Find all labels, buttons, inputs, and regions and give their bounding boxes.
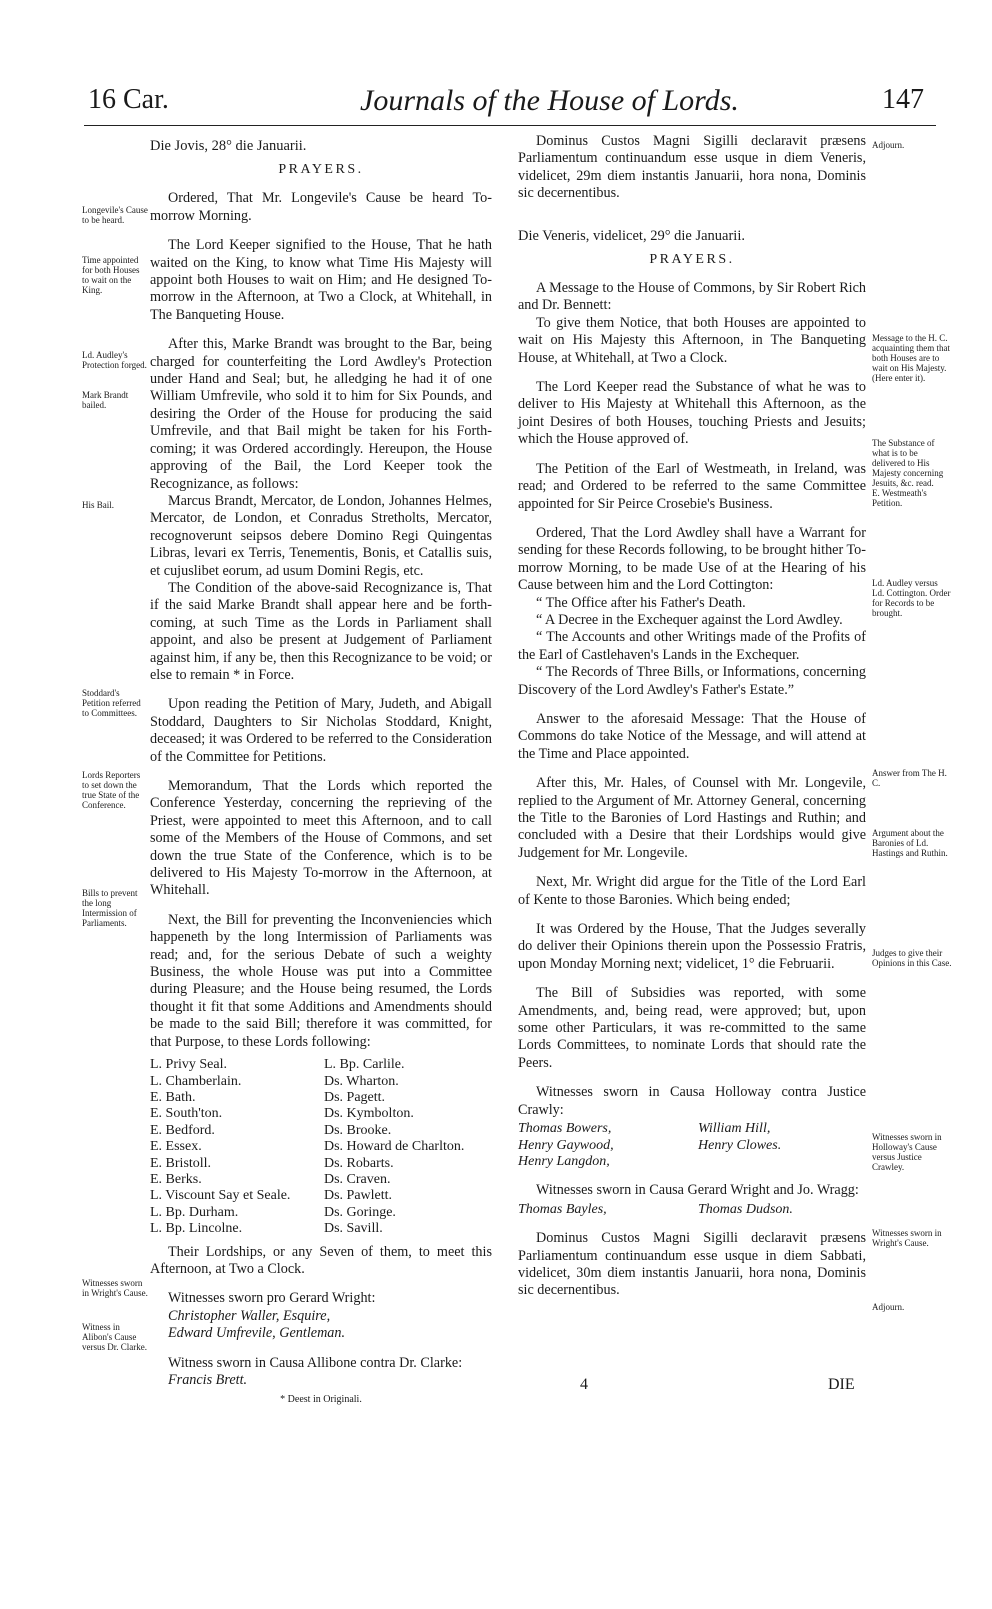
lord-name: L. Chamberlain.	[150, 1073, 242, 1089]
footnote: * Deest in Originali.	[280, 1394, 362, 1406]
witness-name: Edward Umfrevile, Gentleman.	[168, 1325, 346, 1342]
day-heading: Die Veneris, videlicet, 29° die Januarii.	[518, 227, 745, 244]
lord-name: E. South'ton.	[150, 1106, 223, 1122]
margin-note: Witnesses sworn in Wright's Cause.	[82, 1278, 148, 1298]
witnesses-heading: Witnesses sworn in Causa Holloway contra Justice Crawly:	[518, 1084, 866, 1118]
lord-name: E. Bath.	[150, 1089, 196, 1105]
witness-column-b	[698, 1121, 868, 1170]
entry-bill-intermission: Next, the Bill for preventing the Inconveniencies which happeneth by the long Intermission of Parliaments was read; and, for the serious Debate of such a weighty Business, the whole House was put into a Committee during Pleasure; and the House being resumed, the Lords thought it fit that some Additions and Amendments should be made to the said Bill; therefore it was committed, for that Purpose, to these Lords following:	[150, 911, 492, 1050]
witness-name: Thomas Dudson.	[698, 1201, 793, 1217]
recognizance-condition: The Condition of the above-said Recognizance is, That if the said Marke Brandt shall appear here and be forth-coming, at such Time as the Lords in Parliament shall appoint, and also be present at Judgement of Parliament against him, if any be, then this Recognizance to be void; or else to remain * in Force.	[150, 579, 492, 683]
margin-note: Bills to prevent the long Intermission of Parliaments.	[82, 888, 138, 928]
committee-lords-list	[150, 1057, 492, 1237]
witness-name: Francis Brett.	[168, 1372, 248, 1388]
lord-name: Ds. Robarts.	[324, 1155, 394, 1171]
witness-column-a	[518, 1121, 698, 1170]
margin-note: The Substance of what is to be delivered to His Majesty concerning Jesuits, &c. read.	[872, 438, 944, 488]
lord-name: Ds. Howard de Charlton.	[324, 1139, 465, 1155]
record-item: “ The Records of Three Bills, or Informations, concerning Discovery of the Lord Awdley's Father's Estate.”	[518, 664, 866, 698]
margin-note: Adjourn.	[872, 1302, 905, 1312]
witnesses-heading: Witness sworn in Causa Allibone contra Dr. Clarke:	[168, 1354, 463, 1371]
lord-name: L. Bp. Lincolne.	[150, 1221, 243, 1237]
lords-column-a	[150, 1057, 320, 1237]
record-item: “ The Accounts and other Writings made of the Profits of the Earl of Castlehaven's Lands in the Exchequer.	[518, 629, 866, 663]
margin-note: Witness in Alibon's Cause versus Dr. Clarke.	[82, 1322, 147, 1352]
margin-note: Ld. Audley versus Ld. Cottington. Order for Records to be brought.	[872, 578, 951, 618]
margin-note: Message to the H. C. acquainting them that both Houses are to wait on His Majesty. (Here enter it).	[872, 333, 950, 383]
entry-westmeath: The Petition of the Earl of Westmeath, in Ireland, was read; and Ordered to be referred to the same Committee appointed for Sir Peirce Crosebie's Business.	[518, 460, 866, 512]
prayers-heading: PRAYERS.	[649, 251, 735, 267]
entry-subsidies: The Bill of Subsidies was reported, with some Amendments, and, being read, were approved; but, upon some other Particulars, it was re-committed to the same Lords Committees, to nominate Lords that should rate the Peers.	[518, 985, 866, 1071]
margin-note: Time appointed for both Houses to wait on the King.	[82, 255, 140, 295]
page-number: 147	[882, 84, 924, 115]
margin-note: Stoddard's Petition referred to Committees.	[82, 688, 141, 718]
witness-name: Thomas Bayles,	[518, 1201, 607, 1217]
lord-name: E. Berks.	[150, 1171, 202, 1187]
header-rule	[84, 125, 936, 126]
left-column	[150, 133, 492, 1409]
right-column	[518, 133, 866, 1300]
entry-notice: To give them Notice, that both Houses are appointed to wait on His Majesty this Afternoon, in The Banqueting House, at Whitehall, at Two a Clock.	[518, 314, 866, 366]
adjournment-entry: Dominus Custos Magni Sigilli declaravit præsens Parliamentum continuandum esse usque in diem Sabbati, videlicet, 30m diem instantis Januarii, hora nona, Dominis sic decernentibus.	[518, 1230, 866, 1299]
witness-name: Christopher Waller, Esquire,	[168, 1307, 331, 1324]
record-item: “ A Decree in the Exchequer against the Lord Awdley.	[536, 611, 843, 628]
entry-wright: Next, Mr. Wright did argue for the Title of the Lord Earl of Kente to those Baronies. Which being ended;	[518, 874, 866, 908]
entry-message: A Message to the House of Commons, by Sir Robert Rich and Dr. Bennett:	[518, 280, 866, 314]
margin-note: Answer from The H. C.	[872, 768, 947, 788]
witness-name: Henry Langdon,	[518, 1153, 610, 1169]
adjournment-entry: Dominus Custos Magni Sigilli declaravit præsens Parliamentum continuandum esse usque in diem Veneris, videlicet, 29m diem instantis Januarii, hora nona, Dominis sic decernentibus.	[518, 133, 866, 202]
entry-stoddard: Upon reading the Petition of Mary, Judeth, and Abigall Stoddard, Daughters to Sir Nicholas Stoddard, Knight, deceased; it was Ordered to be referred to the Consideration of the Committee for Petitions.	[150, 696, 492, 765]
signature-mark: 4	[580, 1376, 588, 1393]
lord-name: Ds. Pawlett.	[324, 1188, 393, 1204]
catchword: DIE	[828, 1376, 855, 1393]
lords-column-b	[324, 1057, 494, 1237]
header-regnal-year: 16 Car.	[88, 84, 169, 115]
lord-name: L. Viscount Say et Seale.	[150, 1188, 291, 1204]
entry-meet: Their Lordships, or any Seven of them, to meet this Afternoon, at Two a Clock.	[150, 1243, 492, 1277]
prayers-heading: PRAYERS.	[278, 162, 364, 177]
entry-judges: It was Ordered by the House, That the Judges severally do deliver their Opinions therein upon the Possessio Fratris, upon Monday Morning next; videlicet, 1° die Februarii.	[518, 921, 866, 972]
margin-note: Lords Reporters to set down the true State of the Conference.	[82, 770, 141, 810]
margin-note: His Bail.	[82, 500, 115, 510]
witness-list-holloway	[518, 1121, 866, 1170]
witness-list-wragg	[518, 1202, 866, 1218]
running-header	[0, 84, 992, 130]
witness-name: Henry Clowes.	[698, 1137, 782, 1153]
witness-name: Thomas Bowers,	[518, 1121, 612, 1137]
witnesses-heading: Witnesses sworn pro Gerard Wright:	[168, 1290, 376, 1307]
lord-name: Ds. Pagett.	[324, 1089, 386, 1105]
lord-name: L. Privy Seal.	[150, 1057, 227, 1073]
lord-name: Ds. Craven.	[324, 1171, 391, 1187]
lord-name: Ds. Brooke.	[324, 1122, 392, 1138]
entry-lord-keeper: The Lord Keeper read the Substance of what he was to deliver to His Majesty at Whitehall this Afternoon, as the joint Desires of both Houses, touching Priests and Jesuits; which the House approved of.	[518, 379, 866, 448]
margin-note: Adjourn.	[872, 140, 905, 150]
entry-longevile: Ordered, That Mr. Longevile's Cause be heard To-morrow Morning.	[150, 190, 492, 224]
witness-name: Henry Gaywood,	[518, 1137, 614, 1153]
entry-hales: After this, Mr. Hales, of Counsel with Mr. Longevile, replied to the Argument of Mr. Attorney General, concerning the Title to the Baronies of Lord Hastings and Ruthin; and concluded with a Desire that their Lordships would give Judgement for Mr. Longevile.	[518, 775, 866, 861]
margin-note: Witnesses sworn in Holloway's Cause versus Justice Crawley.	[872, 1132, 942, 1172]
margin-note: E. Westmeath's Petition.	[872, 488, 927, 508]
lord-name: Ds. Kymbolton.	[324, 1106, 414, 1122]
lord-name: E. Essex.	[150, 1139, 202, 1155]
margin-note: Ld. Audley's Protection forged.	[82, 350, 147, 370]
lord-name: Ds. Savill.	[324, 1221, 383, 1237]
lord-name: L. Bp. Carlile.	[324, 1057, 405, 1073]
margin-note: Mark Brandt bailed.	[82, 390, 129, 410]
margin-note: Longevile's Cause to be heard.	[82, 205, 148, 225]
lord-name: Ds. Goringe.	[324, 1204, 396, 1220]
lord-name: E. Bristoll.	[150, 1155, 212, 1171]
header-title: Journals of the House of Lords.	[360, 84, 739, 117]
witness-name: William Hill,	[698, 1121, 771, 1137]
day-heading: Die Jovis, 28° die Januarii.	[150, 138, 307, 154]
record-item: “ The Office after his Father's Death.	[536, 594, 746, 611]
lord-name: E. Bedford.	[150, 1122, 215, 1138]
entry-brandt: After this, Marke Brandt was brought to the Bar, being charged for counterfeiting the Lord Awdley's Protection under Hand and Seal; but, he alledging he had it of one William Umfrevile, who sold it to him for Six Pounds, and desiring the Order of the House for producing the said Umfrevile, and that Bail might be taken for his Forth-coming; it was Ordered accordingly. Hereupon, the House approving of the Bail, the Lord Keeper took the Recognizance, as follows:	[150, 336, 492, 492]
witnesses-heading: Witnesses sworn in Causa Gerard Wright and Jo. Wragg:	[536, 1182, 859, 1199]
lord-name: Ds. Wharton.	[324, 1073, 399, 1089]
entry-awdley-warrant: Ordered, That the Lord Awdley shall have a Warrant for sending for these Records following, to be brought hither To-morrow Morning, to be made Use of at the Hearing of his Cause between him and the Lord Cottington:	[518, 524, 866, 594]
entry-answer: Answer to the aforesaid Message: That the House of Commons do take Notice of the Message, and will attend at the Time and Place appointed.	[518, 710, 866, 762]
lord-name: L. Bp. Durham.	[150, 1204, 239, 1220]
entry-memorandum: Memorandum, That the Lords which reported the Conference Yesterday, concerning the reprieving of the Priest, were appointed to meet this Afternoon, and to call some of the Members of the House of Commons, and set down the true State of the Conference, which is to be delivered to His Majesty To-morrow in the Afternoon, at Whitehall.	[150, 778, 492, 899]
margin-note: Witnesses sworn in Wright's Cause.	[872, 1228, 942, 1248]
margin-note: Argument about the Baronies of Ld. Hastings and Ruthin.	[872, 828, 948, 858]
margin-note: Judges to give their Opinions in this Case.	[872, 948, 952, 968]
recognizance-latin: Marcus Brandt, Mercator, de London, Johannes Helmes, Mercator, de London, et Conradus Stretholts, Mercator, recognoverunt seipsos debere Domino Regi Quingentas Libras, levari ex Terris, Tenementis, Bonis, et Catallis suis, et cujuslibet eorum, ad usum Domini Regis, etc.	[150, 492, 492, 579]
entry-lord-keeper: The Lord Keeper signified to the House, That he hath waited on the King, to know what Time His Majesty will appoint both Houses to wait on Him; and He designed To-morrow in the Afternoon, at Two a Clock, at Whitehall, in The Banqueting House.	[150, 237, 492, 323]
